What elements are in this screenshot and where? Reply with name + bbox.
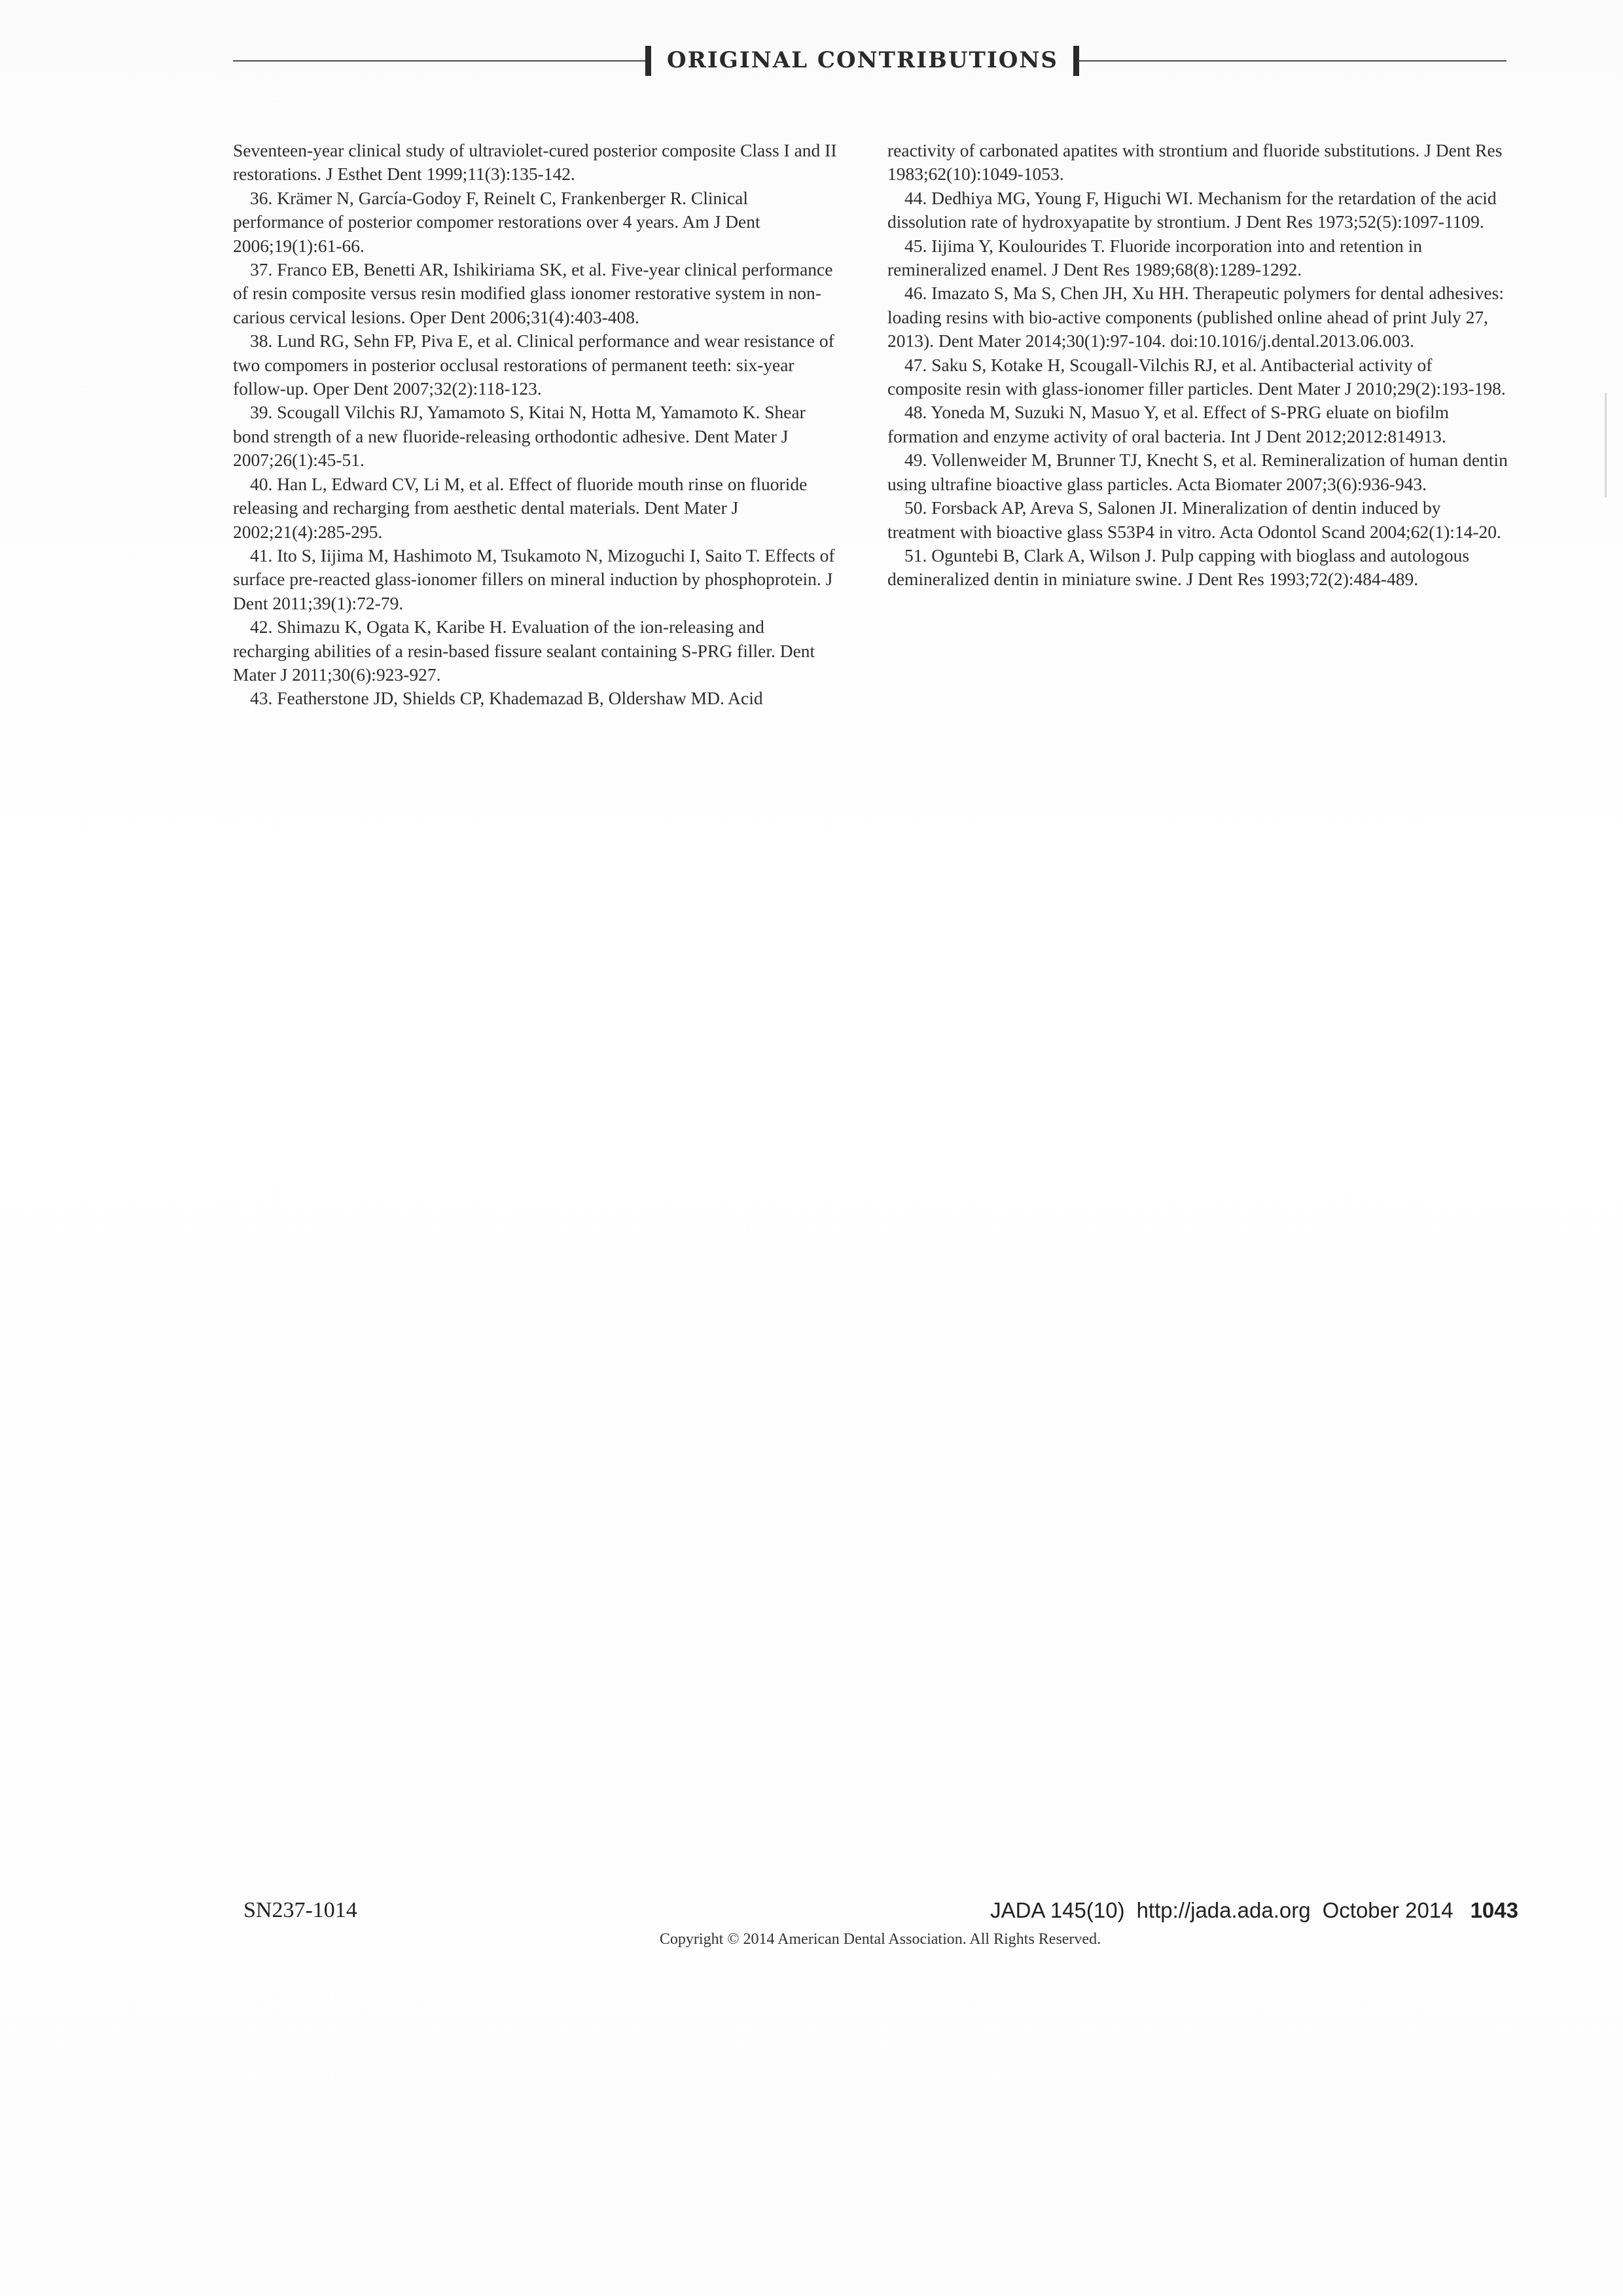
header-rule-left	[233, 60, 645, 62]
header-rule-right	[1079, 60, 1507, 62]
reference-entry: 43. Featherstone JD, Shields CP, Khademazad B, Oldershaw MD. Acid	[250, 688, 763, 709]
reference-entry: 41. Ito S, Iijima M, Hashimoto M, Tsukamoto N, Mizoguchi I, Saito T. Effects of surface pre-reacted glass-ionomer fillers on mineral induction by phosphoprotein. J Dent 2011;39(1):72-79.	[233, 545, 835, 613]
journal-url: http://jada.ada.org	[1136, 1898, 1311, 1922]
issue-date: October 2014	[1322, 1898, 1454, 1922]
reference-entry: 48. Yoneda M, Suzuki N, Masuo Y, et al. Effect of S-PRG eluate on biofilm formation and enzyme activity of oral bacteria. Int J Dent 2012;2012:814913.	[887, 402, 1450, 446]
reference-entry: 51. Oguntebi B, Clark A, Wilson J. Pulp capping with bioglass and autologous demineralized dentin in miniature swine. J Dent Res 1993;72(2):484-489.	[887, 545, 1470, 590]
document-code: SN237-1014	[243, 1898, 357, 1922]
reference-entry: 46. Imazato S, Ma S, Chen JH, Xu HH. Therapeutic polymers for dental adhesives: loading resins with bio-active components (published online ahead of print July 27, 2013). Dent Mater 2014;30(1):97-104. doi:10.1016/j.dental.2013.06.003.	[887, 283, 1504, 351]
reference-entry: reactivity of carbonated apatites with strontium and fluoride substitutions. J Dent Res 1983;62(10):1049-1053.	[887, 140, 1503, 185]
section-header: ORIGINAL CONTRIBUTIONS	[667, 47, 1058, 73]
references-column-right	[887, 139, 1509, 592]
references-column-left	[233, 139, 842, 711]
reference-entry: 49. Vollenweider M, Brunner TJ, Knecht S, et al. Remineralization of human dentin using ultrafine bioactive glass particles. Acta Biomater 2007;3(6):936-943.	[887, 450, 1508, 494]
reference-entry: 37. Franco EB, Benetti AR, Ishikiriama SK, et al. Five-year clinical performance of resin composite versus resin modified glass ionomer restorative system in non-carious cervical lesions. Oper Dent 2006;31(4):403-408.	[233, 259, 833, 327]
scan-artifact	[1605, 393, 1607, 497]
reference-entry: 50. Forsback AP, Areva S, Salonen JI. Mineralization of dentin induced by treatment with bioactive glass S53P4 in vitro. Acta Odontol Scand 2004;62(1):14-20.	[887, 497, 1501, 542]
journal-citation: JADA 145(10)	[990, 1898, 1125, 1922]
reference-entry: 45. Iijima Y, Koulourides T. Fluoride incorporation into and retention in remineralized enamel. J Dent Res 1989;68(8):1289-1292.	[887, 235, 1423, 280]
copyright-notice: Copyright © 2014 American Dental Association. All Rights Reserved.	[659, 1931, 1101, 1948]
reference-entry: 39. Scougall Vilchis RJ, Yamamoto S, Kitai N, Hotta M, Yamamoto K. Shear bond strength of a new fluoride-releasing orthodontic adhesive. Dent Mater J 2007;26(1):45-51.	[233, 402, 806, 471]
reference-entry: Seventeen-year clinical study of ultraviolet-cured posterior composite Class I and II restorations. J Esthet Dent 1999;11(3):135-142.	[233, 140, 837, 185]
reference-entry: 42. Shimazu K, Ogata K, Karibe H. Evaluation of the ion-releasing and recharging abilities of a resin-based fissure sealant containing S-PRG filler. Dent Mater J 2011;30(6):923-927.	[233, 617, 815, 685]
journal-footer	[978, 1898, 1518, 1923]
reference-entry: 40. Han L, Edward CV, Li M, et al. Effect of fluoride mouth rinse on fluoride releasing and recharging from aesthetic dental materials. Dent Mater J 2002;21(4):285-295.	[233, 473, 808, 542]
page-number: 1043	[1470, 1898, 1518, 1922]
reference-entry: 47. Saku S, Kotake H, Scougall-Vilchis RJ, et al. Antibacterial activity of composite resin with glass-ionomer filler particles. Dent Mater J 2010;29(2):193-198.	[887, 354, 1506, 399]
reference-entry: 36. Krämer N, García-Godoy F, Reinelt C, Frankenberger R. Clinical performance of posterior compomer restorations over 4 years. Am J Dent 2006;19(1):61-66.	[233, 187, 760, 256]
header-bar-left	[645, 46, 651, 76]
reference-entry: 38. Lund RG, Sehn FP, Piva E, et al. Clinical performance and wear resistance of two compomers in posterior occlusal restorations of permanent teeth: six-year follow-up. Oper Dent 2007;32(2):118-123.	[233, 331, 834, 399]
reference-entry: 44. Dedhiya MG, Young F, Higuchi WI. Mechanism for the retardation of the acid dissolution rate of hydroxyapatite by strontium. J Dent Res 1973;52(5):1097-1109.	[887, 187, 1497, 232]
